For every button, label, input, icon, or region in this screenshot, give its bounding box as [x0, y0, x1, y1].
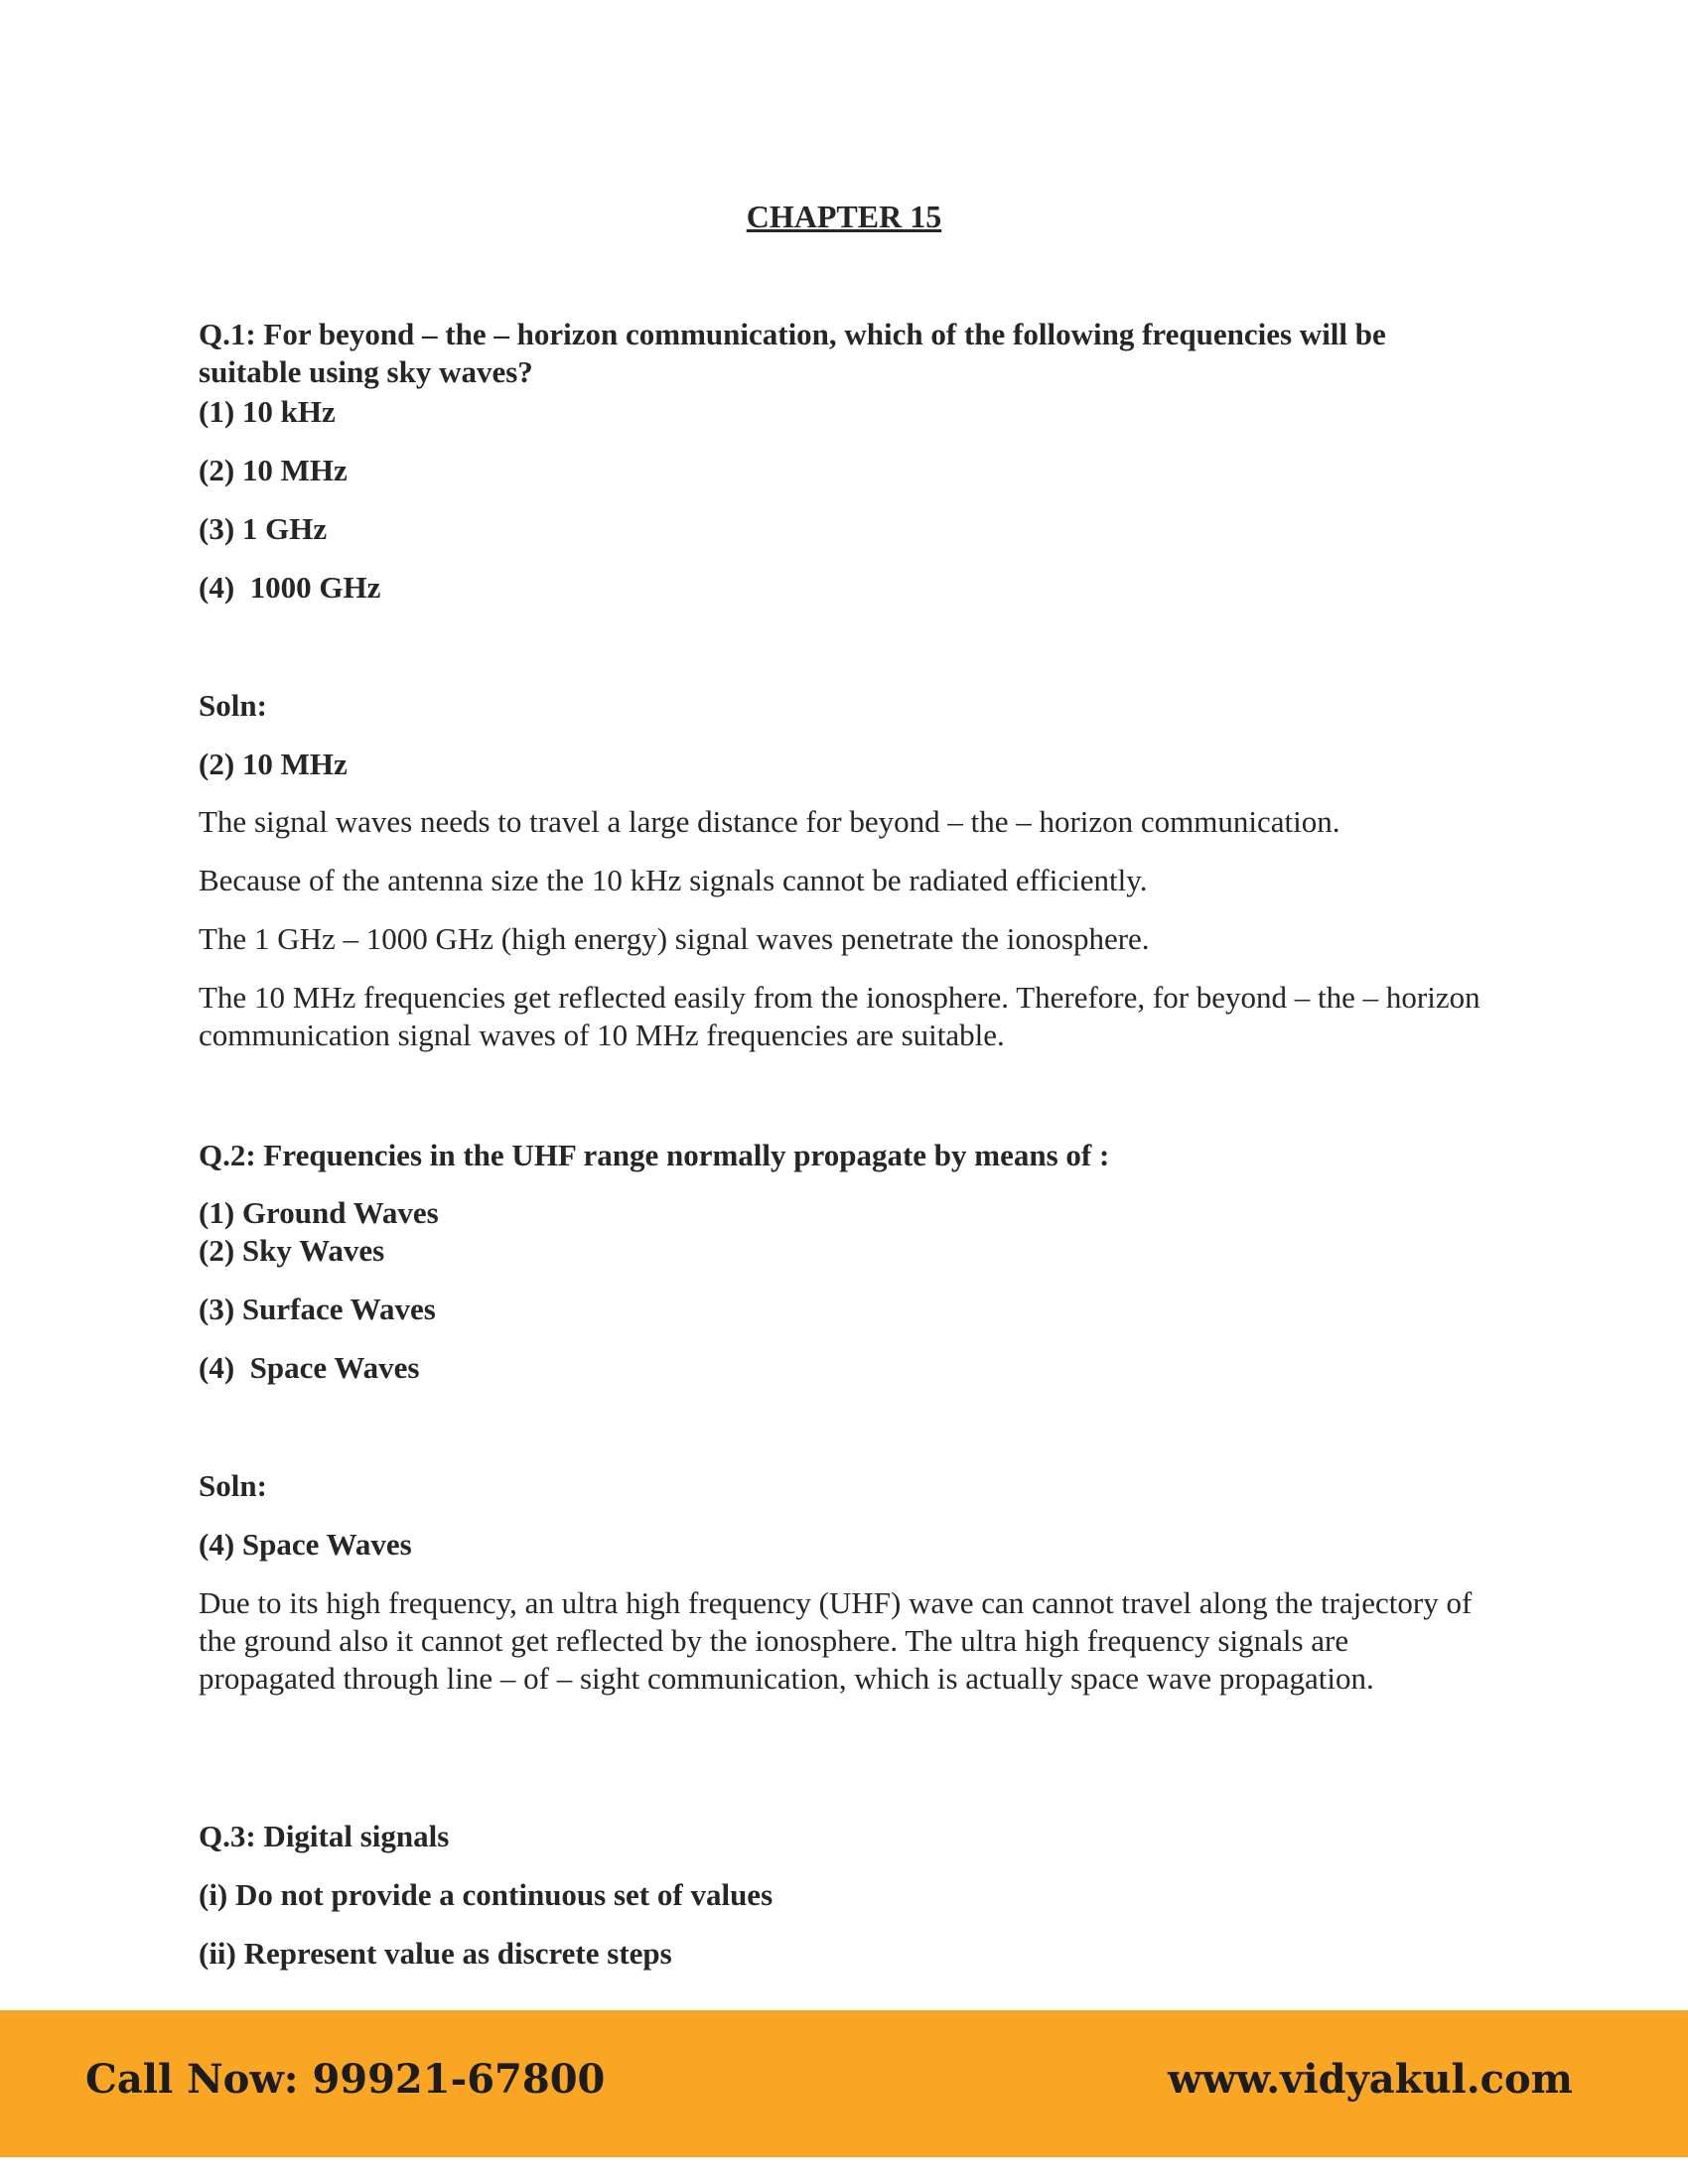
website-link[interactable]: www.vidyakul.com	[1167, 2056, 1573, 2103]
q3-question: Q.3: Digital signals	[199, 1819, 450, 1853]
q1-explanation-1: The signal waves needs to travel a large distance for beyond – the – horizon communication.	[199, 804, 1340, 839]
q1-option-3: (3) 1 GHz	[199, 511, 328, 546]
q2-question: Q.2: Frequencies in the UHF range normally propagate by means of :	[199, 1138, 1110, 1172]
q1-explanation-2: Because of the antenna size the 10 kHz signals cannot be radiated efficiently.	[199, 863, 1148, 897]
q1-answer: (2) 10 MHz	[199, 747, 348, 781]
q1-explanation-4: The 10 MHz frequencies get reflected easily from the ionosphere. Therefore, for beyond – the – horizon communication signal waves of 10 MHz frequencies are suitable.	[199, 980, 1480, 1052]
footer-banner	[0, 2010, 1688, 2157]
q2-option-4: (4) Space Waves	[199, 1350, 420, 1385]
q2-option-1: (1) Ground Waves	[199, 1195, 439, 1230]
q1-option-1: (1) 10 kHz	[199, 394, 336, 429]
q3-option-1: (i) Do not provide a continuous set of values	[199, 1877, 774, 1912]
q2-option-3: (3) Surface Waves	[199, 1292, 436, 1326]
chapter-heading: CHAPTER 15	[746, 199, 942, 234]
q3-option-2: (ii) Represent value as discrete steps	[199, 1936, 672, 1971]
q1-soln-label: Soln:	[199, 688, 267, 723]
q1-option-4: (4) 1000 GHz	[199, 570, 381, 605]
call-now-phone[interactable]: Call Now: 99921-67800	[85, 2056, 606, 2103]
q2-option-2: (2) Sky Waves	[199, 1233, 385, 1268]
q1-option-2: (2) 10 MHz	[199, 453, 348, 487]
q1-explanation-3: The 1 GHz – 1000 GHz (high energy) signal waves penetrate the ionosphere.	[199, 921, 1150, 956]
q1-question: Q.1: For beyond – the – horizon communication, which of the following frequencies will be suitable using sky waves?	[199, 317, 1386, 389]
q2-soln-label: Soln:	[199, 1468, 267, 1503]
q2-explanation-1: Due to its high frequency, an ultra high frequency (UHF) wave can cannot travel along the trajectory of the ground also it cannot get reflected by the ionosphere. The ultra high frequency signals are propagated through line – of – sight communication, which is actually space wave propagation.	[199, 1585, 1473, 1696]
q2-answer: (4) Space Waves	[199, 1527, 412, 1562]
